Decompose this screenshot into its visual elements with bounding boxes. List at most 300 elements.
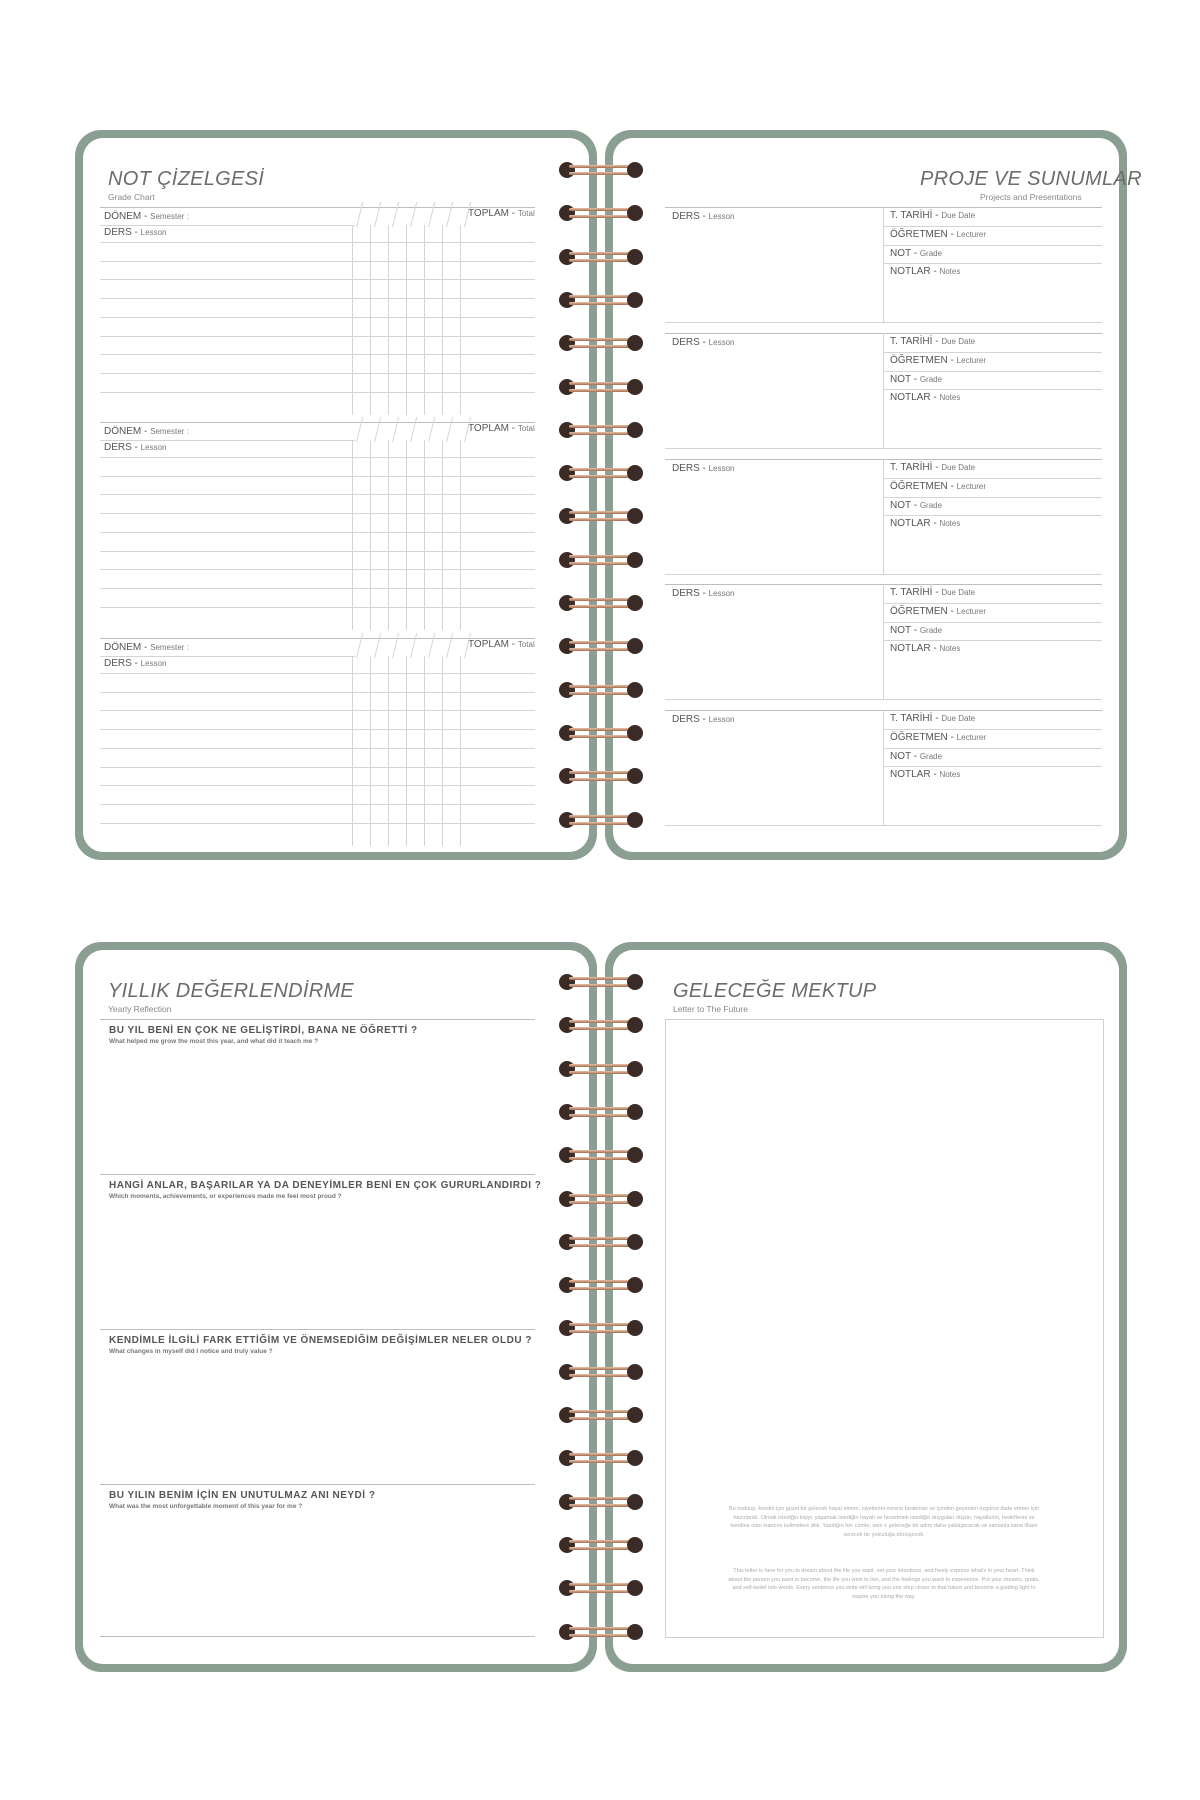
- grade-row-line: [100, 392, 535, 393]
- project-lesson-label-tr: DERS -: [672, 336, 709, 348]
- project-lecturer-label-tr: ÖĞRETMEN -: [890, 354, 957, 366]
- question-bottom-line: [100, 1636, 535, 1637]
- binding-hole: [627, 1580, 643, 1596]
- grade-row-line: [100, 532, 535, 533]
- grade-column-line: [406, 440, 407, 630]
- grade-row-line: [100, 767, 535, 768]
- binding-wire: [569, 648, 633, 651]
- binding-wire: [569, 1590, 633, 1593]
- grade-row-line: [100, 692, 535, 693]
- binding-wire: [569, 822, 633, 825]
- page-subtitle: Yearly Reflection: [108, 1004, 172, 1014]
- project-bottom-line: [665, 699, 1102, 700]
- project-lecturer-line: [884, 622, 1102, 623]
- grade-row-line: [100, 569, 535, 570]
- binding-hole: [627, 1450, 643, 1466]
- total-label-en: Total: [517, 209, 535, 218]
- project-due-label-tr: T. TARİHİ -: [890, 713, 942, 725]
- binding-wire: [569, 1323, 633, 1326]
- project-grade-label: [890, 248, 942, 259]
- grade-row-line: [100, 729, 535, 730]
- binding-wire: [569, 605, 633, 608]
- grade-row-line: [100, 748, 535, 749]
- spiral-ring: [559, 1189, 643, 1209]
- binding-wire: [569, 1460, 633, 1463]
- binding-hole: [627, 1364, 643, 1380]
- project-notes-label: [890, 518, 960, 529]
- binding-hole: [627, 725, 643, 741]
- binding-hole: [627, 552, 643, 568]
- binding-hole: [627, 1407, 643, 1423]
- grade-column-line: [442, 656, 443, 846]
- lesson-label-en: Lesson: [140, 659, 167, 668]
- project-lecturer-label-tr: ÖĞRETMEN -: [890, 606, 957, 618]
- binding-wire: [569, 984, 633, 987]
- spiral-ring: [559, 550, 643, 570]
- binding-hole: [627, 1017, 643, 1033]
- project-lesson-label-tr: DERS -: [672, 462, 709, 474]
- project-lesson-label-tr: DERS -: [672, 211, 709, 222]
- project-due-label: [890, 587, 975, 598]
- question-line: [100, 1484, 535, 1485]
- grade-row-line: [100, 551, 535, 552]
- page-title: NOT ÇİZELGESİ: [108, 168, 265, 190]
- grade-row-line: [100, 457, 535, 458]
- lesson-label-tr: DERS -: [104, 442, 141, 453]
- binding-wire: [569, 1627, 633, 1630]
- binding-wire: [569, 771, 633, 774]
- total-label-en: Total: [517, 640, 535, 649]
- binding-wire: [569, 259, 633, 262]
- project-bottom-line: [665, 448, 1102, 449]
- binding-wire: [569, 1417, 633, 1420]
- spiral-ring: [559, 1145, 643, 1165]
- binding-wire: [569, 302, 633, 305]
- binding-wire: [569, 1374, 633, 1377]
- project-grade-label-tr: NOT -: [890, 751, 920, 763]
- binding-wire: [569, 295, 633, 298]
- spiral-ring: [559, 636, 643, 656]
- grade-row-line: [100, 476, 535, 477]
- spiral-ring: [559, 1622, 643, 1642]
- project-lecturer-label: [890, 355, 986, 366]
- project-due-label: [890, 713, 975, 724]
- letter-writing-box: [665, 1019, 1104, 1638]
- total-label: [468, 639, 535, 650]
- grade-row-line: [100, 261, 535, 262]
- binding-wire: [569, 1157, 633, 1160]
- grade-column-line: [406, 225, 407, 415]
- binding-hole: [627, 595, 643, 611]
- grade-row-line: [100, 336, 535, 337]
- spiral-ring: [559, 1232, 643, 1252]
- grade-column-line: [370, 656, 371, 846]
- grade-column-line: [442, 225, 443, 415]
- project-lecturer-label-tr: ÖĞRETMEN -: [890, 732, 957, 744]
- project-divider: [883, 459, 884, 574]
- project-notes-label: [890, 643, 960, 654]
- spiral-ring: [559, 1015, 643, 1035]
- semester-label: [104, 211, 189, 222]
- binding-hole: [559, 1494, 575, 1510]
- binding-hole: [627, 768, 643, 784]
- project-lecturer-line: [884, 371, 1102, 372]
- binding-wire: [569, 468, 633, 471]
- binding-wire: [569, 1287, 633, 1290]
- project-notes-label-tr: NOTLAR -: [890, 391, 940, 403]
- project-due-label-tr: T. TARİHİ -: [890, 335, 942, 347]
- project-bottom-line: [665, 322, 1102, 323]
- binding-hole: [627, 812, 643, 828]
- total-label-en: Total: [517, 424, 535, 433]
- project-grade-line: [884, 389, 1102, 390]
- binding-hole: [559, 379, 575, 395]
- spiral-ring: [559, 680, 643, 700]
- project-lesson-label-tr: DERS -: [672, 588, 709, 600]
- spiral-ring: [559, 810, 643, 830]
- letter-intro-tr: Bu mektup, kendin için güzel bir gelecek hayal etmen, niyetlerini evrene bırakman ve içinden geçenleri özgürce ifade etmen için hazırlandı. Olmak istediğin kişiyi, yaşamak istediğin hayatı ve hissetmek istediğin duyguları düşün; hayallerini, hedeflerini ve kendine olan inancını kelimelere dök. Yazdığın her cümle, seni o geleceğe bir adım daha yaklaştıracak ve zamanla sana ilham verecek bir yolculuğa dönüşecek.: [728, 1506, 1039, 1538]
- project-due-label-en: Due Date: [941, 336, 976, 346]
- spiral-ring: [559, 1318, 643, 1338]
- spiral-ring: [559, 506, 643, 526]
- binding-wire: [569, 1504, 633, 1507]
- project-due-label: [890, 210, 975, 221]
- spiral-ring: [559, 1492, 643, 1512]
- question-en: What helped me grow the most this year, and what did it teach me ?: [109, 1038, 319, 1045]
- page-yearly-reflection: [83, 950, 589, 1664]
- semester-underline: [100, 225, 355, 226]
- grade-column-line: [370, 225, 371, 415]
- spiral-ring: [559, 1362, 643, 1382]
- binding-hole: [559, 1191, 575, 1207]
- spiral-ring: [559, 247, 643, 267]
- binding-hole: [627, 162, 643, 178]
- spiral-ring: [559, 1275, 643, 1295]
- grade-column-line: [424, 440, 425, 630]
- grade-column-line: [460, 656, 461, 846]
- question-tr: BU YILIN BENİM İÇİN EN UNUTULMAZ ANI NEYDİ ?: [109, 1490, 376, 1501]
- question-tr: KENDİMLE İLGİLİ FARK ETTİĞİM VE ÖNEMSEDİĞİM DEĞİŞİMLER NELER OLDU ?: [109, 1335, 532, 1346]
- grade-column-line: [460, 225, 461, 415]
- spiral-ring: [559, 420, 643, 440]
- page-title: YILLIK DEĞERLENDİRME: [108, 980, 355, 1002]
- project-notes-label-en: Notes: [939, 518, 961, 528]
- lesson-label-tr: DERS -: [104, 227, 141, 238]
- question-en: Which moments, achievements, or experiences made me feel most proud ?: [109, 1193, 342, 1200]
- grade-row-line: [100, 804, 535, 805]
- project-grade-label-tr: NOT -: [890, 499, 920, 511]
- binding-hole: [627, 1234, 643, 1250]
- binding-wire: [569, 215, 633, 218]
- binding-wire: [569, 1194, 633, 1197]
- question-line: [100, 1329, 535, 1330]
- project-notes-label-tr: NOTLAR -: [890, 643, 940, 655]
- project-due-label-en: Due Date: [941, 211, 976, 220]
- binding-hole: [627, 1320, 643, 1336]
- page-title: PROJE VE SUNUMLAR: [920, 168, 1142, 190]
- project-lecturer-label-en: Lecturer: [956, 733, 987, 743]
- spiral-ring: [559, 333, 643, 353]
- project-notes-label-en: Notes: [939, 770, 961, 780]
- spiral-ring: [559, 290, 643, 310]
- grade-column-line: [388, 440, 389, 630]
- project-lecturer-line: [884, 748, 1102, 749]
- lesson-label-tr: DERS -: [104, 658, 141, 669]
- spiral-ring: [559, 160, 643, 180]
- spiral-ring: [559, 1405, 643, 1425]
- project-lesson-label: [672, 588, 734, 599]
- semester-label-tr: DÖNEM -: [104, 426, 151, 437]
- binding-wire: [569, 1330, 633, 1333]
- project-due-line: [884, 603, 1102, 604]
- project-notes-label-en: Notes: [939, 392, 961, 402]
- binding-wire: [569, 1583, 633, 1586]
- spiral-ring: [559, 766, 643, 786]
- binding-hole: [627, 682, 643, 698]
- binding-hole: [559, 682, 575, 698]
- project-lecturer-label-en: Lecturer: [956, 355, 987, 365]
- binding-wire: [569, 345, 633, 348]
- binding-hole: [627, 1104, 643, 1120]
- binding-wire: [569, 1071, 633, 1074]
- page-subtitle: Projects and Presentations: [980, 192, 1082, 202]
- project-grade-line: [884, 640, 1102, 641]
- binding-wire: [569, 382, 633, 385]
- project-notes-label-tr: NOTLAR -: [890, 517, 940, 529]
- project-notes-label: [890, 266, 960, 277]
- semester-label: [104, 642, 189, 653]
- grade-column-line: [460, 440, 461, 630]
- grade-row-line: [100, 494, 535, 495]
- total-label: [468, 208, 535, 219]
- project-lecturer-label-tr: ÖĞRETMEN -: [890, 480, 957, 492]
- total-label: [468, 423, 535, 434]
- binding-wire: [569, 562, 633, 565]
- grade-column-line: [442, 440, 443, 630]
- grade-column-line: [406, 656, 407, 846]
- binding-wire: [569, 1280, 633, 1283]
- project-lesson-label-en: Lesson: [708, 463, 735, 473]
- project-lecturer-label: [890, 606, 986, 617]
- project-lesson-label: [672, 463, 734, 474]
- lesson-label-en: Lesson: [140, 228, 167, 237]
- grade-column-line: [352, 225, 353, 415]
- project-due-label-en: Due Date: [941, 462, 976, 472]
- binding-wire: [569, 1497, 633, 1500]
- binding-wire: [569, 1027, 633, 1030]
- spiral-ring: [559, 203, 643, 223]
- semester-label: [104, 426, 189, 437]
- project-grade-label: [890, 374, 942, 385]
- project-lesson-label-en: Lesson: [708, 715, 735, 725]
- question-line: [100, 1174, 535, 1175]
- grade-column-line: [388, 225, 389, 415]
- binding-wire: [569, 778, 633, 781]
- binding-wire: [569, 518, 633, 521]
- binding-wire: [569, 1150, 633, 1153]
- project-grade-line: [884, 263, 1102, 264]
- spiral-ring: [559, 593, 643, 613]
- binding-wire: [569, 1237, 633, 1240]
- grade-column-line: [370, 440, 371, 630]
- semester-label-en: Semester :: [150, 427, 189, 436]
- project-bottom-line: [665, 574, 1102, 575]
- binding-hole: [627, 1191, 643, 1207]
- grade-column-line: [424, 225, 425, 415]
- binding-wire: [569, 432, 633, 435]
- binding-wire: [569, 1020, 633, 1023]
- binding-wire: [569, 598, 633, 601]
- question-line: [100, 1019, 535, 1020]
- project-lecturer-label-en: Lecturer: [956, 607, 987, 617]
- binding-wire: [569, 728, 633, 731]
- project-lecturer-label-tr: ÖĞRETMEN -: [890, 229, 957, 240]
- binding-hole: [627, 638, 643, 654]
- binding-wire: [569, 511, 633, 514]
- binding-wire: [569, 685, 633, 688]
- grade-row-line: [100, 673, 535, 674]
- project-grade-label-en: Grade: [919, 752, 943, 762]
- grade-column-line: [388, 656, 389, 846]
- grade-row-line: [100, 588, 535, 589]
- spiral-ring: [559, 1102, 643, 1122]
- binding-hole: [627, 465, 643, 481]
- project-notes-label-en: Notes: [939, 644, 961, 654]
- grade-row-line: [100, 279, 535, 280]
- binding-wire: [569, 1064, 633, 1067]
- project-due-line: [884, 352, 1102, 353]
- lesson-label-en: Lesson: [140, 443, 167, 452]
- binding-hole: [627, 974, 643, 990]
- project-notes-label: [890, 769, 960, 780]
- project-notes-label-tr: NOTLAR -: [890, 266, 940, 277]
- project-notes-label-en: Notes: [939, 267, 961, 276]
- project-divider: [883, 584, 884, 699]
- binding-wire: [569, 475, 633, 478]
- question-en: What was the most unforgettable moment of this year for me ?: [109, 1503, 303, 1510]
- project-grade-label-en: Grade: [919, 249, 943, 258]
- question-en: What changes in myself did I notice and truly value ?: [109, 1348, 273, 1355]
- binding-wire: [569, 815, 633, 818]
- project-lecturer-line: [884, 245, 1102, 246]
- project-divider: [883, 710, 884, 825]
- binding-hole: [627, 1147, 643, 1163]
- binding-wire: [569, 172, 633, 175]
- binding-hole: [627, 1494, 643, 1510]
- project-grade-label: [890, 625, 942, 636]
- project-due-line: [884, 478, 1102, 479]
- semester-underline: [100, 440, 355, 441]
- letter-intro-en: This letter is here for you to dream about the life you want, set your intentions, and freely express what's in your heart. Think about the person you want to become, the life you wish to live, and the feelings you want to experience. Put your dreams, goals, and self-belief into words. Every sentence you write will bring you one step closer to that future and become a guiding light to inspire you along the way.: [728, 1568, 1040, 1600]
- grade-row-line: [100, 317, 535, 318]
- semester-label-en: Semester :: [150, 212, 189, 221]
- binding-wire: [569, 425, 633, 428]
- project-grade-label-tr: NOT -: [890, 248, 920, 259]
- binding-hole: [627, 205, 643, 221]
- grade-row-line: [100, 373, 535, 374]
- total-label-tr: TOPLAM -: [468, 639, 518, 650]
- binding-hole: [627, 422, 643, 438]
- spiral-ring: [559, 1448, 643, 1468]
- grade-row-line: [100, 354, 535, 355]
- binding-wire: [569, 165, 633, 168]
- project-lesson-label: [672, 714, 734, 725]
- grade-column-line: [352, 656, 353, 846]
- project-lesson-label: [672, 211, 734, 222]
- binding-hole: [559, 1061, 575, 1077]
- page-subtitle: Letter to The Future: [673, 1004, 748, 1014]
- semester-label-en: Semester :: [150, 643, 189, 652]
- project-grade-label-en: Grade: [919, 626, 943, 636]
- total-label-tr: TOPLAM -: [468, 423, 518, 434]
- spiral-ring: [559, 972, 643, 992]
- project-grade-label: [890, 500, 942, 511]
- lesson-label: [104, 442, 166, 453]
- project-bottom-line: [665, 825, 1102, 826]
- binding-hole: [627, 335, 643, 351]
- project-lesson-label-en: Lesson: [708, 589, 735, 599]
- project-grade-label-en: Grade: [919, 500, 943, 510]
- project-due-label: [890, 336, 975, 347]
- grade-row-line: [100, 785, 535, 786]
- project-grade-label: [890, 751, 942, 762]
- grade-row-line: [100, 513, 535, 514]
- project-lecturer-label: [890, 481, 986, 492]
- question-tr: BU YIL BENİ EN ÇOK NE GELİŞTİRDİ, BANA NE ÖĞRETTİ ?: [109, 1025, 418, 1036]
- semester-label-tr: DÖNEM -: [104, 211, 151, 222]
- binding-wire: [569, 1107, 633, 1110]
- grade-row-line: [100, 710, 535, 711]
- project-due-label-tr: T. TARİHİ -: [890, 587, 942, 599]
- binding-wire: [569, 1540, 633, 1543]
- grade-row-line: [100, 823, 535, 824]
- project-lesson-label-en: Lesson: [708, 212, 735, 221]
- binding-hole: [559, 249, 575, 265]
- binding-wire: [569, 252, 633, 255]
- lesson-label: [104, 227, 166, 238]
- project-lesson-label-tr: DERS -: [672, 714, 709, 726]
- spiral-ring: [559, 1535, 643, 1555]
- project-due-label: [890, 462, 975, 473]
- project-due-line: [884, 226, 1102, 227]
- project-due-label-en: Due Date: [941, 714, 976, 724]
- lesson-label: [104, 658, 166, 669]
- binding-wire: [569, 641, 633, 644]
- binding-wire: [569, 389, 633, 392]
- binding-wire: [569, 735, 633, 738]
- spiral-ring: [559, 1059, 643, 1079]
- grade-row-line: [100, 242, 535, 243]
- semester-label-tr: DÖNEM -: [104, 642, 151, 653]
- binding-wire: [569, 977, 633, 980]
- project-grade-label-en: Grade: [919, 374, 943, 384]
- project-grade-line: [884, 515, 1102, 516]
- question-tr: HANGİ ANLAR, BAŞARILAR YA DA DENEYİMLER BENİ EN ÇOK GURURLANDIRDI ?: [109, 1180, 542, 1191]
- binding-hole: [627, 1624, 643, 1640]
- binding-hole: [627, 249, 643, 265]
- project-lecturer-label: [890, 732, 986, 743]
- binding-wire: [569, 1367, 633, 1370]
- binding-wire: [569, 1114, 633, 1117]
- binding-wire: [569, 1453, 633, 1456]
- project-due-line: [884, 729, 1102, 730]
- binding-wire: [569, 1634, 633, 1637]
- binding-wire: [569, 1244, 633, 1247]
- page-subtitle: Grade Chart: [108, 192, 155, 202]
- total-label-tr: TOPLAM -: [468, 208, 518, 219]
- grade-row-line: [100, 298, 535, 299]
- project-lecturer-line: [884, 497, 1102, 498]
